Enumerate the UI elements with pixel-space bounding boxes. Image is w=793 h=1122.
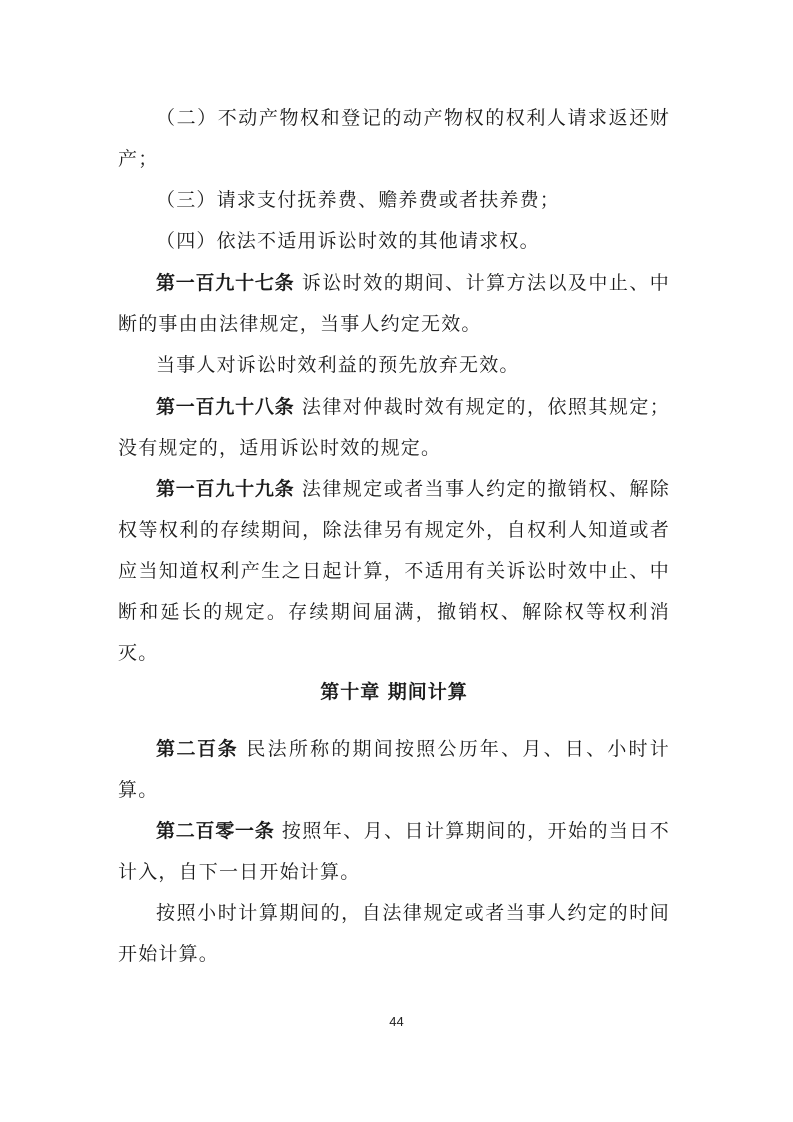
paragraph-text: 按照小时计算期间的，自法律规定或者当事人约定的时间开始计算。 xyxy=(118,902,670,965)
article-197-paragraph-2 xyxy=(118,345,670,386)
paragraph-item-4 xyxy=(118,221,670,262)
article-199 xyxy=(118,469,670,674)
article-number: 第一百九十九条 xyxy=(156,478,295,500)
paragraph-text: （三）请求支付抚养费、赡养费或者扶养费； xyxy=(156,189,561,211)
paragraph-text: 按照年、月、日计算期间的，开始的当日不计入，自下一日开始计算。 xyxy=(118,820,670,883)
article-number: 第二百零一条 xyxy=(156,820,275,842)
article-201-paragraph-2 xyxy=(118,893,670,975)
page-number: 44 xyxy=(389,1014,404,1029)
article-number: 第二百条 xyxy=(156,738,239,760)
paragraph-item-3 xyxy=(118,180,670,221)
article-201 xyxy=(118,811,670,893)
paragraph-text: 诉讼时效的期间、计算方法以及中止、中断的事由由法律规定，当事人约定无效。 xyxy=(118,272,670,335)
paragraph-text: 法律规定或者当事人约定的撤销权、解除权等权利的存续期间，除法律另有规定外，自权利人知道或者应当知道权利产生之日起计算，不适用有关诉讼时效中止、中断和延长的规定。存续期间届满，撤销权、解除权等权利消灭。 xyxy=(118,478,670,664)
paragraph-text: （四）依法不适用诉讼时效的其他请求权。 xyxy=(156,230,540,252)
paragraph-text: （二）不动产物权和登记的动产物权的权利人请求返还财产； xyxy=(118,107,670,170)
article-198 xyxy=(118,387,670,469)
article-number: 第一百九十七条 xyxy=(156,272,295,294)
article-number: 第一百九十八条 xyxy=(156,396,295,418)
article-200 xyxy=(118,729,670,811)
paragraph-text: 民法所称的期间按照公历年、月、日、小时计算。 xyxy=(118,738,670,801)
paragraph-text: 当事人对诉讼时效利益的预先放弃无效。 xyxy=(156,354,520,376)
paragraph-text: 法律对仲裁时效有规定的，依照其规定；没有规定的，适用诉讼时效的规定。 xyxy=(118,396,670,459)
article-197 xyxy=(118,263,670,345)
paragraph-item-2 xyxy=(118,98,670,180)
chapter-heading: 第十章 期间计算 xyxy=(320,681,468,703)
